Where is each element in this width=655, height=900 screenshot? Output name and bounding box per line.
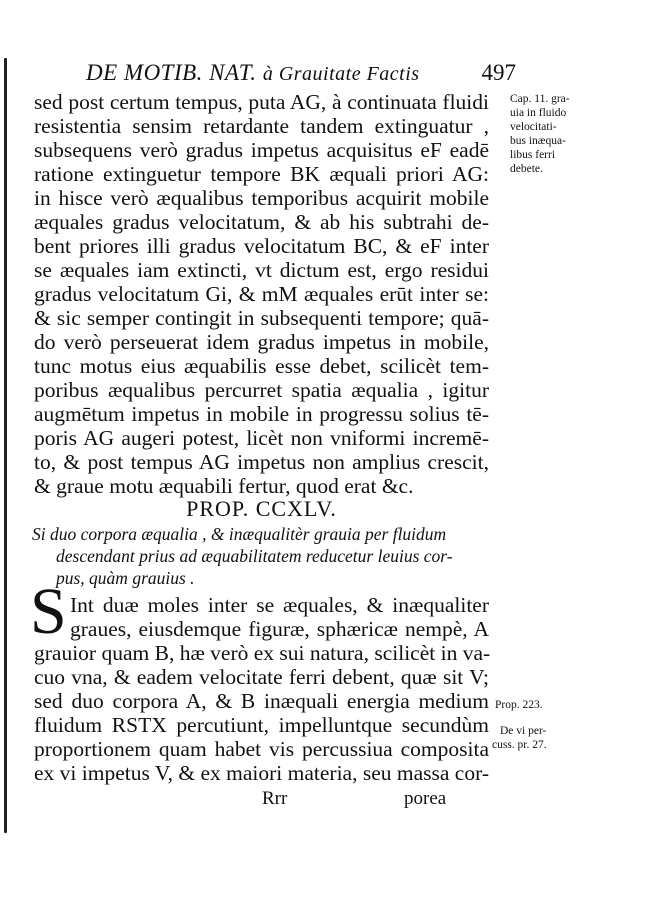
text-line: in hisce verò æqualibus temporibus acquirit mobile (34, 186, 489, 210)
text-line: do verò perseuerat idem gradus impetus in mobile, (34, 330, 489, 354)
margin-note-line: uia in fluido (510, 107, 567, 119)
text-line: sed post certum tempus, puta AG, à continuata fluidi (34, 90, 489, 114)
margin-note-line: velocitati- (510, 121, 557, 133)
text-line: bent priores illi gradus velocitatum BC, & eF inter (34, 234, 489, 258)
text-line: sed duo corpora A, & B inæquali energia medium (34, 689, 489, 713)
proposition-line: pus, quàm grauius . (56, 568, 195, 588)
margin-note-line: De vi per- (500, 725, 547, 737)
proposition-line: descendant prius ad æquabilitatem reducetur leuius cor- (56, 546, 453, 566)
proposition-line: Si duo corpora æqualia , & inæqualitèr grauia per fluidum (32, 524, 447, 544)
text-line: se æquales iam extincti, vt dictum est, ergo residui (34, 258, 489, 282)
text-line: resistentia sensim retardante tandem extinguatur , (34, 114, 489, 138)
text-line: augmētum impetus in mobile in progressu solius tē- (34, 402, 489, 426)
drop-cap: S (30, 575, 67, 648)
text-line: gradus velocitatum Gi, & mM æquales erūt inter se: (34, 282, 489, 306)
text-line: ex vi impetus V, & ex maiori materia, seu massa cor- (34, 761, 489, 785)
margin-note-line: debete. (510, 163, 543, 175)
text-line: cuo vna, & eadem velocitate ferri debent, quæ sit V; (34, 665, 489, 689)
binding-edge (4, 58, 7, 833)
text-line: æquales gradus velocitatum, & ab his subtrahi de- (34, 210, 489, 234)
text-line: & sic semper contingit in subsequenti tempore; quā- (34, 306, 489, 330)
text-line: ratione extinguetur tempore BK æquali priori AG: (34, 162, 489, 186)
text-line: to, & post tempus AG impetus non amplius crescit, (34, 450, 489, 474)
text-line: proportionem quam habet vis percussiua composita (34, 737, 489, 761)
text-line: fluidum RSTX percutiunt, impelluntque secundùm (34, 713, 489, 737)
signature-mark: Rrr (262, 788, 288, 809)
margin-note-line: cuss. pr. 27. (492, 739, 547, 751)
proposition-title: PROP. CCXLV. (186, 496, 337, 521)
text-line: subsequens verò gradus impetus acquisitus eF eadē (34, 138, 489, 162)
running-title (86, 60, 420, 86)
running-title-caps: DE MOTIB. NAT. (86, 60, 257, 85)
text-line: poribus æqualibus percurret spatia æqualia , igitur (34, 378, 489, 402)
margin-note-line: libus ferri (510, 149, 556, 161)
catchword: porea (404, 788, 447, 809)
page-number: 497 (481, 60, 516, 85)
text-line: grauior quam B, hæ verò ex sui natura, scilicèt in va- (34, 641, 491, 665)
margin-note-line: Cap. 11. gra- (510, 93, 570, 105)
text-line: tunc motus eius æquabilis esse debet, scilicèt tem- (34, 354, 489, 378)
text-line-last: & graue motu æquabili fertur, quod erat &c. (34, 474, 414, 498)
text-line: poris AG augeri potest, licèt non vniformi incremē- (34, 426, 489, 450)
margin-note-line: bus inæqua- (510, 135, 566, 147)
text-line: Int duæ moles inter se æquales, & inæqualiter (70, 593, 489, 617)
running-title-italic: à Grauitate Factis (262, 63, 420, 85)
margin-note-line: Prop. 223. (495, 699, 543, 711)
text-line: graues, eiusdemque figuræ, sphæricæ nempè, A (70, 617, 489, 641)
